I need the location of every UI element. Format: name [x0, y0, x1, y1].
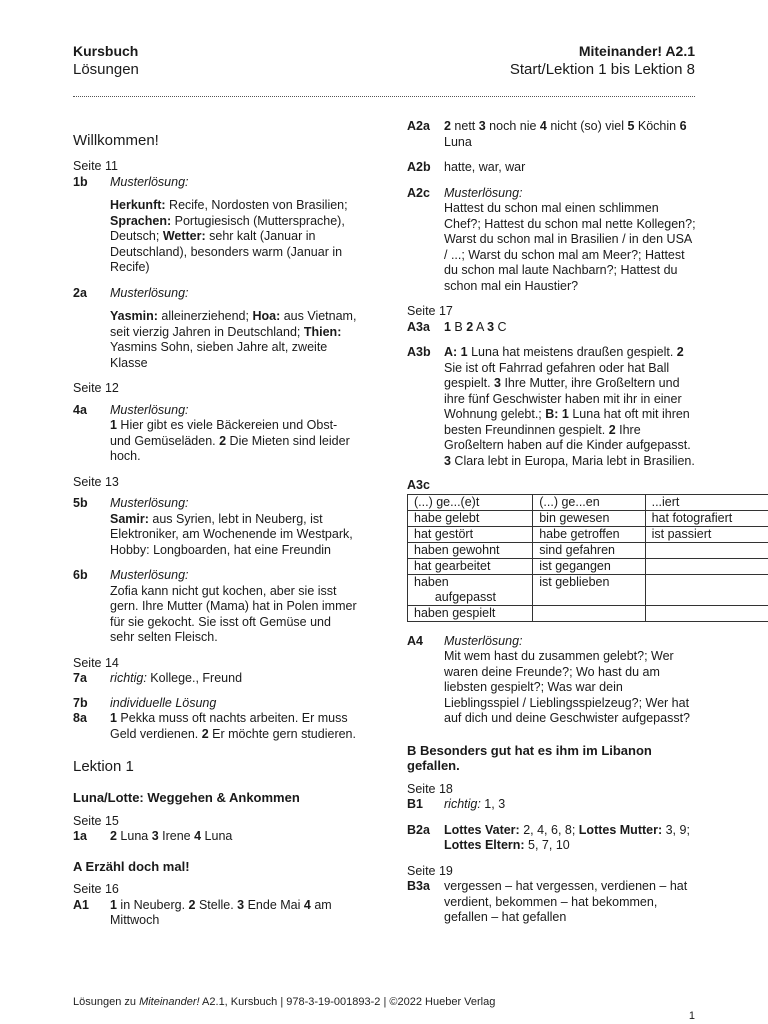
table-cell: sind gefahren [533, 542, 645, 558]
table-row [408, 542, 768, 558]
page-ref: Seite 12 [73, 381, 119, 395]
table-cell: (...) ge...(e)t [408, 494, 533, 510]
page-ref: Seite 11 [73, 159, 118, 173]
header-series-title: Miteinander! A2.1 [578, 43, 695, 59]
header-divider [73, 96, 695, 97]
table-cell: hat gestört [408, 526, 533, 542]
page-ref: Seite 16 [73, 882, 119, 896]
left-column [73, 132, 358, 929]
exercise-A2b: A2b hatte, war, war [407, 160, 526, 174]
table-cell: haben aufgepasst [408, 574, 533, 605]
table-row [408, 574, 768, 605]
exercise-2a-answer: Yasmin: alleinerziehend; Hoa: aus Vietnam, seit vierzig Jahren in Deutschland; Thien: Yasmins Sohn, sieben Jahre alt, zweite Klasse [110, 309, 357, 370]
exercise-A3c-label: A3c [407, 478, 430, 492]
table-cell: hat fotografiert [645, 510, 768, 526]
exercise-8a: 8a 1 Pekka muss oft nachts arbeiten. Er muss Geld verdienen. 2 Er möchte gern studieren. [73, 711, 356, 741]
table-cell [645, 605, 768, 621]
exercise-A4: A4 Musterlösung: Mit wem hast du zusammen gelebt?; Wer waren deine Freunde?; Wo hast du am liebsten gespielt?; Was war dein Lieblingsspiel / Lieblingsspielzeug?; Wer hat auf dich und deine Geschwister aufgepasst? [407, 633, 690, 725]
exercise-A2a: A2a 2 nett 3 noch nie 4 nicht (so) viel 5 Köchin 6 Luna [407, 119, 687, 149]
exercise-A2c: A2c Musterlösung: Hattest du schon mal einen schlimmen Chef?; Hattest du schon mal nette Kollegen?; Warst du schon mal in Brasilien / in den USA / ...; Warst du schon mal am Meer?; Hattest du schon mal laute Nachbarn?; Hattest du schon mal ein Haustier? [407, 185, 696, 293]
header-book-title: Kursbuch [73, 43, 139, 59]
subheading-section-a: A Erzähl doch mal! [73, 858, 190, 874]
exercise-7b: 7b individuelle Lösung [73, 695, 217, 710]
exercise-1a: 1a 2 Luna 3 Irene 4 Luna [73, 829, 233, 843]
page-number: 1 [688, 1010, 695, 1022]
table-cell: ist passiert [645, 526, 768, 542]
header-series-subtitle: Start/Lektion 1 bis Lektion 8 [509, 61, 695, 78]
page-footer: Lösungen zu Miteinander! A2.1, Kursbuch | 978-3-19-001893-2 | ©2022 Hueber Verlag [73, 996, 496, 1008]
section-heading-willkommen: Willkommen! [73, 132, 159, 149]
right-column [407, 119, 733, 926]
page-ref: Seite 18 [407, 781, 453, 796]
table-row [408, 510, 768, 526]
exercise-B2a: B2a Lottes Vater: 2, 4, 6, 8; Lottes Mutter: 3, 9; Lottes Eltern: 5, 7, 10 [407, 822, 690, 852]
table-cell: haben gespielt [408, 605, 533, 621]
table-cell: hat gearbeitet [408, 558, 533, 574]
table-row [408, 558, 768, 574]
table-cell [645, 558, 768, 574]
table-cell [645, 542, 768, 558]
page-header [73, 42, 695, 82]
page-ref: Seite 14 [73, 655, 119, 670]
exercise-5b: 5b Musterlösung: Samir: aus Syrien, lebt in Neuberg, ist Elektroniker, am Wochenende im Westpark, Hobby: Longboarden, hat eine Freundin [73, 496, 353, 557]
exercise-A3b: A3b A: 1 Luna hat meistens draußen gespielt. 2 Sie ist oft Fahrrad gefahren oder hat Ball gespielt. 3 Ihre Mutter, ihre Großeltern und ihre fünf Geschwister haben mit ihr in einer Wohnung gelebt.; B: 1 Luna hat oft mit ihren besten Freundinnen gespielt. 2 Ihre Großeltern haben auf die Kinder aufgepasst. 3 Clara lebt in Europa, Maria lebt in Brasilien. [407, 345, 695, 468]
table-cell: ist gegangen [533, 558, 645, 574]
exercise-2a: 2a Musterlösung: [73, 285, 189, 300]
section-heading-lektion-1: Lektion 1 [73, 758, 134, 775]
table-row [408, 526, 768, 542]
table-cell: bin gewesen [533, 510, 645, 526]
exercise-A3a: A3a 1 B 2 A 3 C [407, 319, 507, 334]
table-cell: haben gewohnt [408, 542, 533, 558]
table-row [408, 605, 768, 621]
header-book-subtitle: Lösungen [73, 61, 139, 78]
table-cell: habe gelebt [408, 510, 533, 526]
page-ref: Seite 19 [407, 863, 453, 878]
page-ref: Seite 15 [73, 813, 119, 828]
exercise-1b: 1b Musterlösung: [73, 174, 189, 189]
exercise-B1: B1 richtig: 1, 3 [407, 797, 506, 811]
subheading-section-b: B Besonders gut hat es ihm im Libanon gefallen. [407, 742, 652, 773]
table-row [408, 494, 768, 510]
header-right [510, 42, 695, 79]
table-cell: ist geblieben [533, 574, 645, 605]
page-ref: Seite 17 [407, 304, 453, 318]
page-ref: Seite 13 [73, 474, 119, 489]
exercise-1b-answer: Herkunft: Recife, Nordosten von Brasilien; Sprachen: Portugiesisch (Muttersprache), Deutsch; Wetter: sehr kalt (Januar in Deutschland), besonders warm (Januar in Recife) [110, 198, 348, 274]
exercise-6b: 6b Musterlösung: Zofia kann nicht gut kochen, aber sie isst gern. Ihre Mutter (Mama) hat in Polen immer für sie gekocht. Sie isst oft Gemüse und sehr selten Fleisch. [73, 568, 357, 644]
exercise-4a: 4a Musterlösung: 1 Hier gibt es viele Bäckereien und Obst- und Gemüseläden. 2 Die Mieten sind leider hoch. [73, 402, 350, 463]
table-cell [645, 574, 768, 605]
table-cell: habe getroffen [533, 526, 645, 542]
exercise-B3a: B3a vergessen – hat vergessen, verdienen – hat verdient, bekommen – hat bekommen, gefallen – hat gefallen [407, 879, 688, 924]
exercise-A1: A1 1 in Neuberg. 2 Stelle. 3 Ende Mai 4 am Mittwoch [73, 897, 332, 927]
participle-table [407, 494, 768, 622]
subheading-luna: Luna/Lotte: Weggehen & Ankommen [73, 790, 300, 805]
header-left [73, 42, 139, 79]
table-cell: ...iert [645, 494, 768, 510]
table-cell [533, 605, 645, 621]
exercise-7a: 7a richtig: Kollege., Freund [73, 671, 243, 685]
table-cell: (...) ge...en [533, 494, 645, 510]
